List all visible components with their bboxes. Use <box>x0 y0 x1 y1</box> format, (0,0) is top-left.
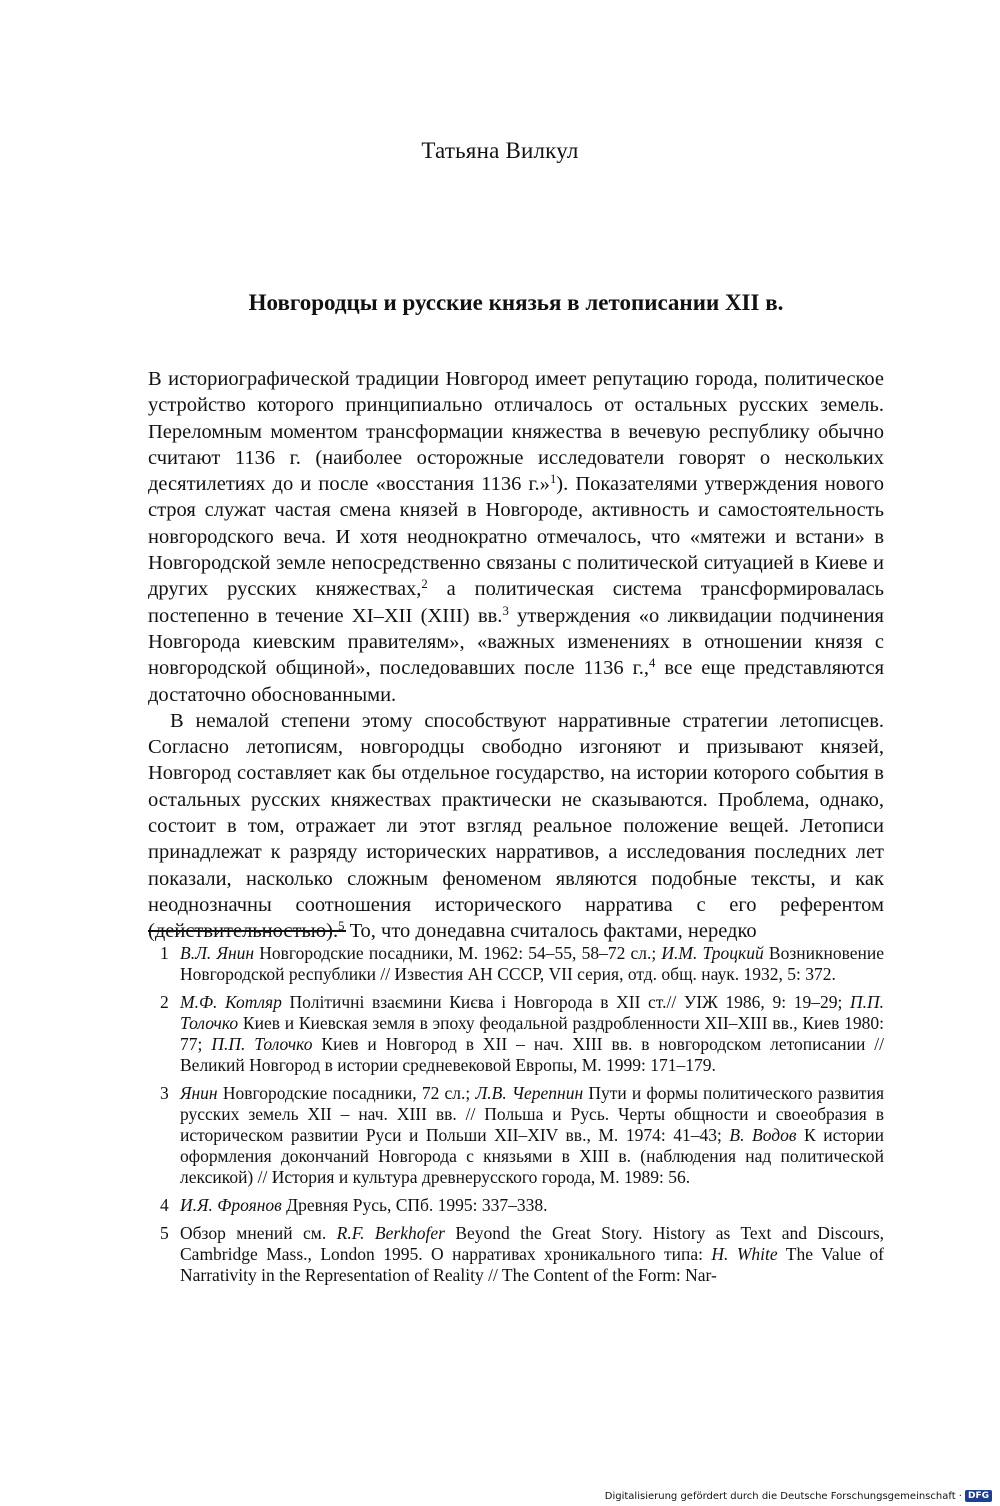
text-run: В историографической традиции Новгород имеет репутацию города, политическое устройство которого принципиально отличалось от остальных русских земель. Переломным моментом трансформации княжества в вечевую республику обычно считают 1136 г. (наиболее осторожные исследователи говорят о нескольких десятилетиях до и после «восстания 1136 г.» <box>148 368 884 496</box>
dfg-logo: DFG <box>965 1490 992 1502</box>
footnote-number: 4 <box>160 1195 169 1215</box>
paragraph <box>148 366 884 708</box>
text-run: Возникновение Новгородской республики // Известия АН СССР, VII серия, отд. общ. наук. 1932, 5: 372. <box>180 943 885 984</box>
text-run: В немалой степени этому способствуют нарративные стратегии летописцев. Согласно летописям, новгородцы свободно изгоняют и призывают князей, Новгород составляет как бы отдельное государство, на истории которого события в остальных русских княжествах практически не сказываются. Проблема, однако, состоит в том, отражает ли этот взгляд реальное положение вещей. Летописи принадлежат к разряду исторических нарративов, а исследования последних лет показали, насколько сложным феноменом являются подобные тексты, и как неоднозначны соотношения исторического нарратива с его референтом (действительностью). <box>148 709 884 943</box>
text-run: Древняя Русь, СПб. 1995: 337–338. <box>281 1195 548 1215</box>
footnote-ref: 5 <box>338 919 345 934</box>
body-text <box>148 366 884 945</box>
text-run: Beyond the Great Story. History as Text and Discours, Cambridge Mass., London 1995. О нарративах хроникального типа: <box>180 1223 885 1264</box>
text-run: То, что донедавна считалось фактами, нередко <box>344 920 757 943</box>
footnote-item <box>148 943 884 985</box>
article-title: Новгородцы и русские князья в летописании XII в. <box>248 290 784 315</box>
digitization-credit <box>605 1490 992 1502</box>
text-run: Обзор мнений см. <box>180 1223 337 1243</box>
cited-author: R.F. Berkhofer <box>336 1223 445 1243</box>
footnote-number: 3 <box>160 1083 169 1103</box>
cited-author: В. Водов <box>729 1125 797 1145</box>
footnote-ref: 3 <box>502 603 509 618</box>
text-run: Пути и формы политического развития русских земель XII – нач. XIII вв. // Польша и Русь. Черты общности и своеобразия в историческом развитии Руси и Польши XII–XIV вв., М. 1974: 41–43; <box>180 1083 884 1145</box>
cited-author: М.Ф. Котляр <box>180 992 282 1012</box>
footnote-item <box>148 992 884 1076</box>
credit-text: Digitalisierung gefördert durch die Deutsche Forschungsgemeinschaft · <box>604 1490 962 1502</box>
cited-author: H. White <box>711 1244 778 1264</box>
footnote-number: 2 <box>160 992 169 1012</box>
text-run: Киев и Киевская земля в эпоху феодальной раздробленности XII–XIII вв., Киев 1980: 77; <box>180 1013 884 1054</box>
footnotes <box>148 943 884 1293</box>
footnote-number: 1 <box>160 943 169 963</box>
cited-author: В.Л. Янин <box>180 943 255 963</box>
footnote-item <box>148 1223 884 1286</box>
footnote-item <box>148 1083 884 1188</box>
footnote-separator <box>148 930 346 932</box>
cited-author: И.М. Троцкий <box>661 943 764 963</box>
cited-author: Л.В. Черепнин <box>475 1083 584 1103</box>
text-run: все еще представляются достаточно обоснованными. <box>148 657 884 706</box>
footnote-ref: 2 <box>421 577 428 592</box>
footnote-item <box>148 1195 884 1216</box>
text-run: утверждения «о ликвидации подчинения Новгорода киевским правителям», «важных изменениях в отношении князя с новгородской общиной», последовавших после 1136 г., <box>148 604 884 680</box>
text-run: Киев и Новгород в XII – нач. XIII вв. в новгородском летописании // Великий Новгород в истории средневековой Европы, М. 1999: 171–179. <box>180 1034 884 1075</box>
text-run: ). Показателями утверждения нового строя служат частая смена князей в Новгороде, активность и самостоятельность новгородского веча. И хотя неоднократно отмечалось, что «мятежи и встани» в Новгородской земле непосредственно связаны с политической ситуацией в Киеве и других русских княжествах, <box>148 473 884 601</box>
text-run: К истории оформления докончаний Новгорода с князьями в XIII в. (наблюдения над политической лексикой) // История и культура древнерусского города, М. 1989: 56. <box>180 1125 885 1187</box>
cited-author: И.Я. Фроянов <box>180 1195 282 1215</box>
author-name: Татьяна Вилкул <box>421 138 579 163</box>
text-run: Політичні взаємини Києва і Новгорода в XII ст.// УІЖ 1986, 9: 19–29; <box>281 992 850 1012</box>
cited-author: Янин <box>180 1083 218 1103</box>
text-run: а политическая система трансформировалась постепенно в течение XI–XII (XIII) вв. <box>148 578 884 627</box>
cited-author: П.П. Толочко <box>180 992 884 1033</box>
footnote-ref: 1 <box>549 472 557 487</box>
footnote-number: 5 <box>160 1223 169 1243</box>
text-run: The Value of Narrativity in the Representation of Reality // The Content of the Form: Nar- <box>180 1244 885 1285</box>
footnote-ref: 4 <box>649 656 656 671</box>
paragraph <box>148 708 884 945</box>
cited-author: П.П. Толочко <box>211 1034 313 1054</box>
text-run: Новгородские посадники, 72 сл.; <box>217 1083 476 1103</box>
text-run: Новгородские посадники, М. 1962: 54–55, 58–72 сл.; <box>254 943 662 963</box>
